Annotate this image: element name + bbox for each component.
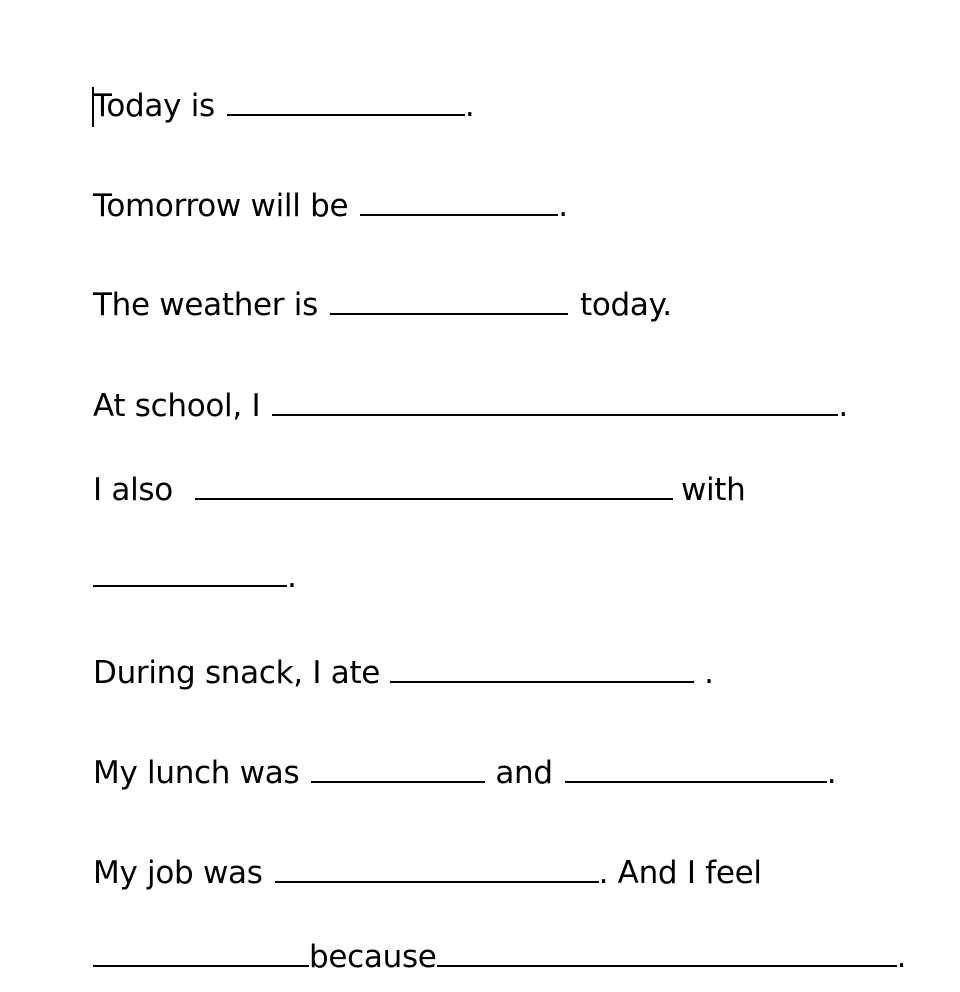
line-feeling-end: . [896,939,907,975]
line-school [93,386,848,426]
line-feeling-mid: because [309,939,437,975]
blank-with-whom[interactable] [93,584,287,587]
line-tomorrow-text: Tomorrow will be [93,188,349,224]
line-lunch-end: . [826,755,837,791]
line-job-text: My job was [93,855,263,891]
blank-feeling[interactable] [93,964,309,967]
line-with-whom-end: . [287,559,297,595]
line-today [93,86,474,126]
line-tomorrow [93,186,568,226]
line-school-end: . [838,388,848,424]
blank-weather[interactable] [330,312,568,315]
blank-lunch-2[interactable] [565,780,827,783]
blank-lunch-1[interactable] [311,780,485,783]
blank-also-activity[interactable] [195,497,673,500]
blank-job[interactable] [275,880,599,883]
line-weather [93,285,672,325]
line-also-end: with [680,472,746,508]
line-with-whom [93,557,297,597]
line-lunch [93,753,836,793]
line-lunch-text: My lunch was [93,755,300,791]
line-snack-text: During snack, I ate [93,655,381,691]
line-today-text: Today is [93,88,215,124]
line-snack-end: . [704,655,714,691]
line-also-text: I also [93,472,173,508]
line-weather-text: The weather is [93,287,318,323]
line-snack [93,653,714,693]
blank-day-today[interactable] [227,113,465,116]
line-job [93,853,762,893]
line-today-end: . [464,88,475,124]
line-also [93,470,746,510]
blank-school-activity[interactable] [272,413,838,416]
blank-day-tomorrow[interactable] [360,213,558,216]
line-lunch-mid: and [495,755,553,791]
line-job-end: . And I feel [598,855,762,891]
line-tomorrow-end: . [558,188,568,224]
line-school-text: At school, I [93,388,261,424]
blank-reason[interactable] [437,964,897,967]
line-weather-end: today. [579,287,672,323]
blank-snack[interactable] [390,680,694,683]
line-feeling [93,937,906,977]
